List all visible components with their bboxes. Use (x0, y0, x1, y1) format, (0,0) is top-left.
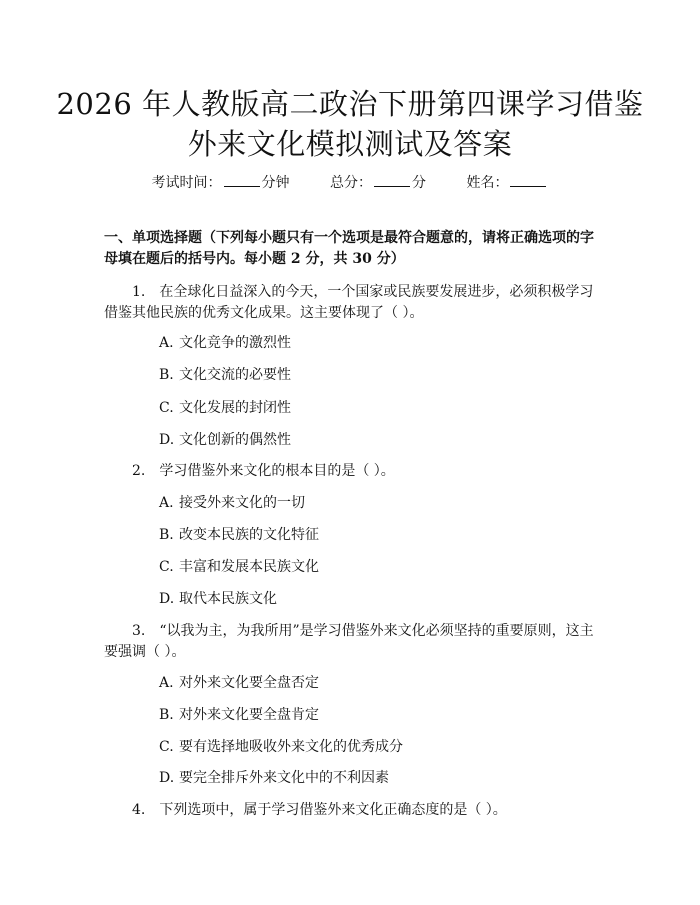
option-letter: B. (159, 527, 174, 543)
option-text: 丰富和发展本民族文化 (179, 559, 319, 575)
question-number: 3. (132, 623, 146, 639)
option-text: 文化交流的必要性 (179, 367, 291, 383)
score-unit: 分 (412, 175, 426, 191)
question-stem: “以我为主，为我所用”是学习借鉴外来文化必须坚持的重要原则，这主要强调（ ）。 (104, 623, 594, 660)
document-title-line-1: 2026 年人教版高二政治下册第四课学习借鉴 (56, 87, 644, 121)
option-text: 对外来文化要全盘肯定 (179, 707, 319, 723)
option-1-b (159, 365, 291, 385)
question-4 (104, 800, 599, 821)
option-text: 取代本民族文化 (179, 591, 277, 607)
option-3-b (159, 705, 319, 725)
score-blank (374, 174, 410, 187)
option-letter: D. (159, 770, 175, 786)
question-1 (104, 282, 599, 324)
option-letter: C. (159, 559, 174, 575)
option-2-d (159, 589, 277, 609)
exam-time-field (152, 172, 290, 192)
question-number: 4. (132, 802, 146, 818)
time-blank (224, 174, 260, 187)
option-letter: B. (159, 707, 174, 723)
option-2-c (159, 557, 319, 577)
question-2 (104, 461, 599, 482)
total-score-field (330, 172, 426, 192)
option-text: 文化创新的偶然性 (179, 432, 291, 448)
question-number: 2. (132, 463, 146, 479)
option-letter: C. (159, 739, 174, 755)
name-label: 姓名： (466, 175, 509, 191)
document-title-line-2: 外来文化模拟测试及答案 (187, 127, 513, 161)
option-3-c (159, 737, 403, 757)
time-label: 考试时间： (151, 175, 222, 191)
time-unit: 分钟 (261, 175, 290, 191)
score-label: 总分： (330, 175, 372, 191)
option-text: 文化竞争的激烈性 (179, 335, 291, 351)
question-stem: 在全球化日益深入的今天，一个国家或民族要发展进步，必须积极学习借鉴其他民族的优秀文化成果。这主要体现了（ ）。 (104, 284, 594, 321)
option-text: 改变本民族的文化特征 (179, 527, 319, 543)
option-text: 要有选择地吸收外来文化的优秀成分 (179, 739, 403, 755)
option-1-c (159, 398, 291, 418)
option-1-a (159, 333, 291, 353)
option-text: 要完全排斥外来文化中的不利因素 (179, 770, 389, 786)
option-2-a (159, 493, 305, 513)
option-letter: A. (159, 335, 174, 351)
option-text: 对外来文化要全盘否定 (179, 675, 319, 691)
question-number: 1. (132, 284, 146, 300)
option-3-d (159, 768, 389, 788)
option-3-a (159, 673, 319, 693)
option-text: 接受外来文化的一切 (179, 495, 305, 511)
option-letter: D. (159, 591, 175, 607)
question-stem: 下列选项中，属于学习借鉴外来文化正确态度的是（ ）。 (159, 802, 507, 818)
name-blank (510, 174, 546, 187)
question-3 (104, 621, 599, 663)
section-heading-single-choice: 一、单项选择题（下列每小题只有一个选项是最符合题意的，请将正确选项的字母填在题后的括号内。每小题 2 分，共 30 分） (104, 230, 594, 267)
option-letter: B. (159, 367, 174, 383)
option-letter: C. (159, 400, 174, 416)
option-text: 文化发展的封闭性 (179, 400, 291, 416)
option-letter: D. (159, 432, 175, 448)
exam-meta-row (0, 172, 700, 192)
option-2-b (159, 525, 319, 545)
option-letter: A. (159, 675, 174, 691)
question-stem: 学习借鉴外来文化的根本目的是（ ）。 (159, 463, 395, 479)
option-letter: A. (159, 495, 174, 511)
option-1-d (159, 430, 291, 450)
student-name-field (466, 172, 548, 192)
